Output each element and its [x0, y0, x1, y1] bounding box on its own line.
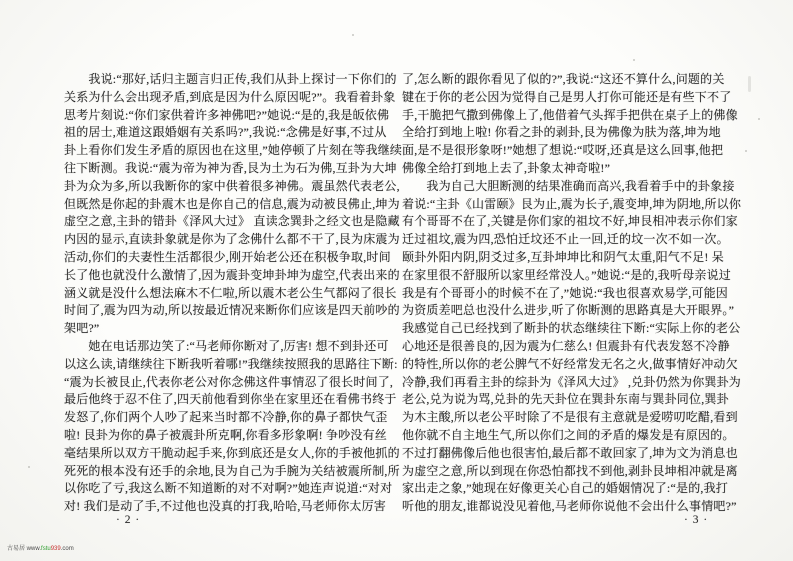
text-line: 手,干脆把气撒到佛像上了,他借着气头挥手把供在桌子上的佛像 — [402, 107, 738, 122]
scan-speck — [633, 59, 635, 61]
text-line: 我感觉自己已经找到了断卦的状态继续往下断:“实际上你的老公 — [402, 321, 741, 336]
scan-smudge — [748, 76, 751, 92]
text-line: 长了他也就没什么激情了,因为震卦变坤卦坤为虚空,代表出来的 — [64, 267, 400, 282]
text-line: 但既然是你起的卦震木也是你自己的信息,震为动被艮佛止,坤为 — [64, 196, 400, 211]
text-line: 思考片刻说:“你们家供着许多神佛吧?”她说:“是的,我是皈依佛 — [64, 107, 390, 122]
text-line: 卦上看你们发生矛盾的原因也在这里,”她停顿了片刻在等我继续 — [64, 143, 403, 158]
scan-speck — [758, 118, 760, 120]
text-line: “震为长被艮止,代表你老公对你念佛这件事情忍了很长时间了, — [64, 374, 394, 389]
text-line: 为虚空之意,所以到现在你恐怕都找不到他,剥卦艮坤相冲就是离 — [402, 463, 738, 478]
watermark-url-www: www. — [25, 546, 42, 552]
text-line: 祖的居士,难道这跟婚姻有关系吗?”,我说:“念佛是好事,不过从 — [64, 125, 387, 140]
page-number-left: · 2 · — [116, 514, 141, 526]
text-line: 老公,兑为说为骂,兑卦的先天卦位在巽卦东南与巽卦同位,巽卦 — [402, 392, 729, 407]
text-line: 我是有个哥哥小的时候不在了,”她说:“我也很喜欢易学,可能因 — [402, 285, 728, 300]
watermark-url-tld: .com — [60, 546, 74, 552]
text-line: 关系为什么会出现矛盾,到底是因为什么原因呢?”。我看着卦象 — [64, 89, 396, 104]
watermark-site-label: 古易居 — [7, 546, 26, 552]
text-line: 时间了,震为四为动,所以按最近情况来断你们应该是四天前吵的 — [64, 303, 400, 318]
watermark — [7, 546, 74, 553]
text-line: 对! 我们是动了手,不过他也没真的打我,哈哈,马老师你太厉害 — [64, 499, 386, 514]
text-line: 架吧?” — [64, 321, 100, 336]
text-line: 往下断测。我说:“震为帝为神为香,艮为土为石为佛,互卦为大坤 — [64, 160, 397, 175]
text-line: 毫结果所以双方干脆动起手来,你到底还是女人,你的手被他抓的 — [64, 445, 400, 460]
text-line: 我为自己大胆断测的结果准确而高兴,我看着手中的卦象接 — [402, 178, 735, 193]
text-line: 冷静,我们再看主卦的综卦为《泽风大过》 ,兑卦仍然为你巽卦为 — [402, 374, 742, 389]
text-line: 为资质差吧总也没什么进步,听了你断测的思路真是大开眼界。” — [402, 303, 735, 318]
book-page-right — [402, 71, 746, 516]
text-line: 在家里很不舒服所以家里经常没人。”她说:“是的,我听母亲说过 — [402, 267, 731, 282]
text-line: 佛像全给打到地上去了,卦象太神奇啦!” — [402, 160, 611, 175]
page-number-right: · 3 · — [684, 514, 709, 526]
text-line: 迁过祖坟,震为四,恐怕迁坟还不止一回,迁的坟一次不如一次。 — [402, 232, 729, 247]
text-line: 发怒了,你们两个人吵了起来当时都不冷静,你的鼻子都快气歪 — [64, 410, 388, 425]
text-line: 听他的朋友,谁都说没见着他,马老师你说他不会出什么事情吧?” — [402, 499, 737, 514]
text-line: 卦为众为多,所以我断你的家中供着很多神佛。震虽然代表老公, — [64, 178, 400, 193]
text-line: 他你就不自主地生气,所以你们之间的矛盾的爆发是有原因的。 — [402, 427, 735, 442]
text-line: 死死的根本没有还手的余地,艮为自己为手腕为关结被震所制,所 — [64, 463, 400, 478]
text-line: 以这么读,请继续往下断我听着哪!”我继续按照我的思路往下断: — [64, 356, 398, 371]
watermark-url-name: fstu — [41, 546, 51, 552]
text-line: 她在电话那边笑了:“马老师你断对了,厉害! 想不到卦还可 — [64, 338, 389, 353]
text-line: 有个哥哥不在了,关键是你们家的祖坟不好,坤艮相冲表示你们家 — [402, 214, 738, 229]
text-line: 心地还是很善良的,因为震为仁慈么! 但震卦有代表发怒不冷静 — [402, 338, 730, 353]
text-line: 了,怎么断的跟你看见了似的?”,我说:“这还不算什么,问题的关 — [402, 72, 725, 86]
text-line: 内因的显示,直读卦象就是你为了念佛什么都不干了,艮为床震为 — [64, 232, 400, 247]
text-line: 全给打到地上啦! 你看之卦的剥卦,艮为佛像为肤为落,坤为地 — [402, 125, 721, 140]
scan-speck — [28, 466, 30, 468]
text-line: 啦! 艮卦为你的鼻子被震卦所克啊,你看多形象啊! 争吵没有丝 — [64, 427, 387, 442]
book-page-left — [64, 71, 403, 516]
text-line: 虚空之意,主卦的错卦《泽风大过》 直读念巽卦之经文也是隐藏 — [64, 214, 400, 229]
watermark-url-number: 939 — [50, 546, 61, 552]
text-line: 家出走之象,”她现在好像更关心自己的婚姻情况了:“是的,我打 — [402, 481, 728, 496]
text-line: 键在于你的老公因为觉得自己是男人打你可能还是有些下不了 — [402, 89, 732, 104]
text-line: 不过打翻佛像后他也很害怕,最后都不敢回家了,坤为文为消息也 — [402, 445, 738, 460]
text-line: 涵义就是没什么想法麻木不仁啦,所以震木老公生气都闷了很长 — [64, 285, 397, 300]
text-line: 着说:“主卦《山雷颐》艮为止,震为长子,震变坤,坤为阴地,所以你 — [402, 196, 742, 211]
text-line: 的特性,所以你的老公脾气不好经常发无名之火,做事情好冲动欠 — [402, 356, 738, 371]
text-line: 为木主酸,所以老公平时除了不是很有主意就是爱唠叨吃醋,看到 — [402, 410, 738, 425]
scan-speck — [352, 34, 354, 36]
text-line: 颐卦外阳内阴,阴爻过多,互卦坤坤比和阴气太重,阳气不足! 呆 — [402, 249, 724, 264]
scan-speck — [745, 150, 747, 152]
text-line: 最后他终于忍不住了,四天前他看到你坐在家里还在看佛书终于 — [64, 392, 397, 407]
text-line: 我说:“那好,话归主题言归正传,我们从卦上探讨一下你们的 — [64, 72, 397, 86]
text-line: 活动,你们的夫妻性生活都很少,刚开始老公还在积极争取,时间 — [64, 249, 391, 264]
text-line: 面,是不是很形象呀!”她想了想说:“哎呀,还真是这么回事,他把 — [402, 143, 724, 158]
text-line: 以你吃了亏,我这么断不知道断的对不对啊?”她连声说道:“对对 — [64, 481, 393, 496]
